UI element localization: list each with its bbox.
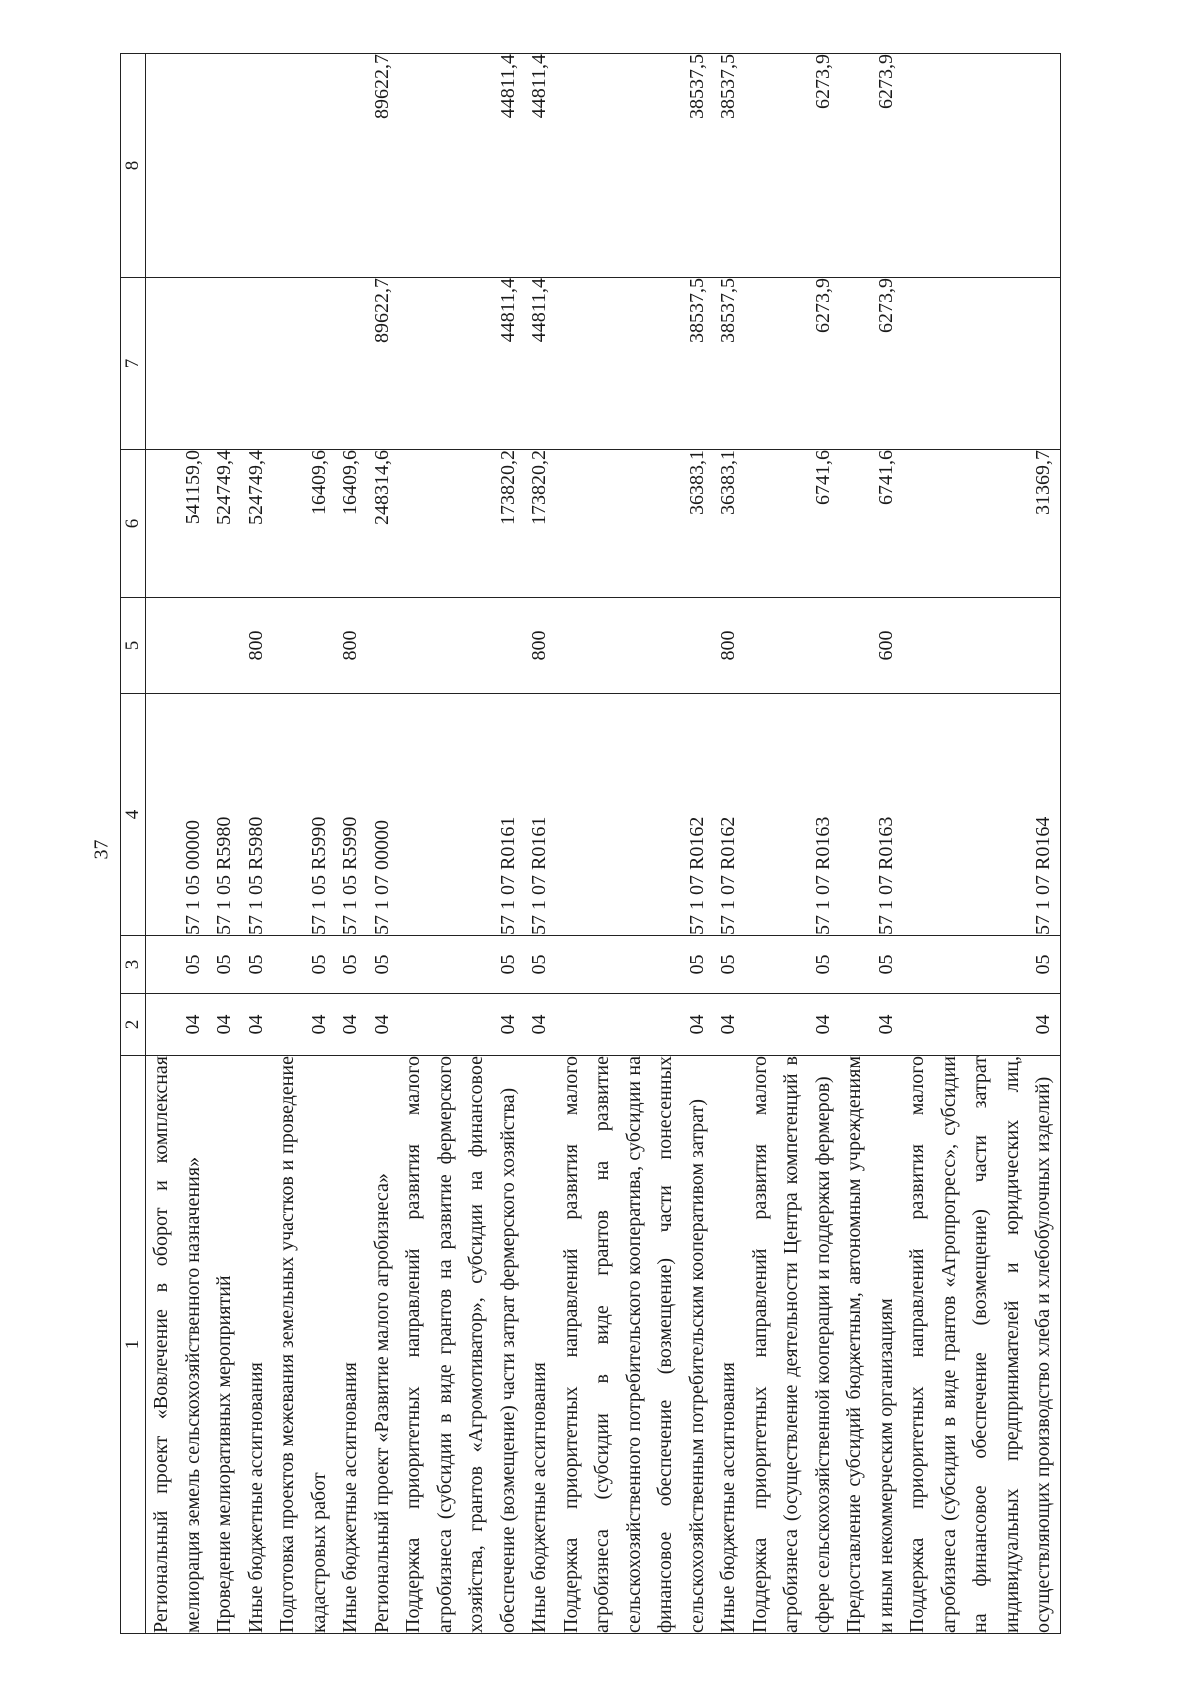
cell-section: 04 [272,994,335,1056]
table-row [839,54,902,1634]
table-body [146,54,1061,1634]
column-header: 2 [121,994,146,1056]
cell-amount-2 [272,278,335,450]
cell-section: 04 [713,994,745,1056]
cell-expense-type [556,598,714,694]
cell-amount-3 [902,54,1060,278]
table-row [241,54,273,1634]
cell-amount-3: 38537,5 [713,54,745,278]
row-name: Региональный проект «Развитие малого агробизнеса» [370,1173,393,1633]
cell-target-code: 57 1 05 R5980 [209,694,241,936]
cell-expense-type: 800 [524,598,556,694]
row-name: Поддержка приоритетных направлений развития малого агробизнеса (осуществление деятельности Центра компетенций в сфере сельскохозяйственной кооперации и поддержки фермеров) [748,1056,834,1633]
cell-subsection: 05 [839,936,902,994]
cell-amount-1: 173820,2 [398,450,524,598]
cell-amount-2 [209,278,241,450]
row-name: Проведение мелиоративных мероприятий [213,1275,235,1633]
cell-section: 04 [241,994,273,1056]
cell-target-code: 57 1 07 R0163 [745,694,840,936]
cell-subsection: 05 [398,936,524,994]
cell-amount-3: 44811,4 [398,54,524,278]
cell-target-code: 57 1 05 R5980 [241,694,273,936]
column-header: 5 [121,598,146,694]
cell-expense-type [209,598,241,694]
cell-amount-2: 38537,5 [713,278,745,450]
row-name: Иные бюджетные ассигнования [528,1362,550,1633]
cell-amount-3 [146,54,210,278]
row-name: Подготовка проектов межевания земельных участков и проведение кадастровых работ [276,1056,330,1633]
cell-expense-type [272,598,335,694]
cell-amount-3 [335,54,367,278]
cell-subsection: 05 [335,936,367,994]
cell-target-code: 57 1 05 00000 [146,694,210,936]
table-header-row [121,54,146,1634]
row-name: Иные бюджетные ассигнования [244,1362,267,1633]
table-row [272,54,335,1634]
cell-subsection: 05 [713,936,745,994]
cell-subsection: 05 [902,936,1060,994]
cell-section: 04 [556,994,714,1056]
cell-section: 04 [745,994,840,1056]
cell-section: 04 [524,994,556,1056]
cell-amount-2: 89622,7 [367,278,399,450]
cell-amount-2 [902,278,1060,450]
cell-expense-type: 600 [839,598,902,694]
cell-expense-type [367,598,399,694]
cell-amount-2: 38537,5 [556,278,714,450]
cell-section: 04 [839,994,902,1056]
cell-amount-2 [146,278,210,450]
column-header: 4 [121,694,146,936]
cell-expense-type [902,598,1060,694]
page-number: 37 [90,839,113,860]
cell-target-code: 57 1 05 R5990 [335,694,367,936]
cell-subsection: 05 [524,936,556,994]
cell-subsection: 05 [146,936,210,994]
cell-amount-2: 44811,4 [524,278,556,450]
cell-expense-type: 800 [335,598,367,694]
cell-target-code: 57 1 07 R0161 [398,694,524,936]
cell-amount-3 [272,54,335,278]
cell-subsection: 05 [556,936,714,994]
cell-amount-3 [209,54,241,278]
table-row [713,54,745,1634]
cell-amount-3: 38537,5 [556,54,714,278]
row-name: Поддержка приоритетных направлений развития малого агробизнеса (субсидии в виде грантов «Агропрогресс», субсидии на финансовое обеспечение (возмещение) части затрат индивидуальных предпринимателей и юридических лиц, осуществляющих производство хлеба и хлебобулочных изделий) [906,1056,1054,1633]
cell-target-code: 57 1 07 R0162 [713,694,745,936]
cell-subsection: 05 [209,936,241,994]
cell-amount-1: 524749,4 [209,450,241,598]
table-row [398,54,524,1634]
cell-section: 04 [367,994,399,1056]
column-header: 7 [121,278,146,450]
cell-amount-1: 6741,6 [745,450,840,598]
cell-amount-1: 31369,7 [902,450,1060,598]
cell-target-code: 57 1 07 R0161 [524,694,556,936]
cell-amount-2 [335,278,367,450]
cell-target-code: 57 1 07 R0164 [902,694,1060,936]
row-name: Поддержка приоритетных направлений развития малого агробизнеса (субсидии в виде грантов на развитие сельскохозяйственного потребительского кооператива, субсидии на финансовое обеспечение (возмещение) части понесенных сельскохозяйственным потребительским кооперативом затрат) [559,1056,708,1633]
column-header: 3 [121,936,146,994]
cell-section: 04 [146,994,210,1056]
cell-amount-1: 16409,6 [272,450,335,598]
cell-amount-3: 6273,9 [839,54,902,278]
column-header: 8 [121,54,146,278]
cell-expense-type: 800 [241,598,273,694]
cell-amount-2: 6273,9 [745,278,840,450]
column-header: 1 [121,1056,146,1634]
cell-amount-1: 541159,0 [146,450,210,598]
cell-section: 04 [209,994,241,1056]
cell-target-code: 57 1 07 R0162 [556,694,714,936]
cell-subsection: 05 [241,936,273,994]
table-row [367,54,399,1634]
cell-target-code: 57 1 07 R0163 [839,694,902,936]
rotated-page-content [120,54,1078,1634]
table-row [209,54,241,1634]
row-name: Региональный проект «Вовлечение в оборот и комплексная мелиорация земель сельскохозяйственного назначения» [150,1056,204,1633]
row-name: Поддержка приоритетных направлений развития малого агробизнеса (субсидии в виде грантов на развитие фермерского хозяйства, грантов «Агромотиватор», субсидии на финансовое обеспечение (возмещение) части затрат фермерского хозяйства) [402,1056,519,1633]
cell-amount-1: 36383,1 [556,450,714,598]
table-row [902,54,1060,1634]
cell-expense-type [398,598,524,694]
cell-amount-2: 44811,4 [398,278,524,450]
cell-amount-3: 6273,9 [745,54,840,278]
cell-amount-2 [241,278,273,450]
cell-subsection: 05 [367,936,399,994]
cell-expense-type [745,598,840,694]
row-name: Предоставление субсидий бюджетным, автономным учреждениям и иным некоммерческим организациям [843,1056,897,1633]
column-header: 6 [121,450,146,598]
cell-amount-2: 6273,9 [839,278,902,450]
row-name: Иные бюджетные ассигнования [339,1362,361,1633]
cell-amount-3: 44811,4 [524,54,556,278]
cell-amount-3 [241,54,273,278]
cell-subsection: 05 [745,936,840,994]
cell-amount-1: 524749,4 [241,450,273,598]
cell-target-code: 57 1 05 R5990 [272,694,335,936]
cell-amount-1: 248314,6 [367,450,399,598]
cell-amount-3: 89622,7 [367,54,399,278]
table-row [556,54,714,1634]
table-row [146,54,210,1634]
row-name: Иные бюджетные ассигнования [717,1362,739,1633]
table-row [524,54,556,1634]
cell-amount-1: 36383,1 [713,450,745,598]
cell-subsection: 05 [272,936,335,994]
cell-expense-type [146,598,210,694]
cell-expense-type: 800 [713,598,745,694]
cell-target-code: 57 1 07 00000 [367,694,399,936]
budget-table [120,53,1061,1634]
cell-section: 04 [398,994,524,1056]
table-row [335,54,367,1634]
table-row [745,54,840,1634]
cell-amount-1: 16409,6 [335,450,367,598]
cell-section: 04 [335,994,367,1056]
cell-section: 04 [902,994,1060,1056]
cell-amount-1: 173820,2 [524,450,556,598]
cell-amount-1: 6741,6 [839,450,902,598]
